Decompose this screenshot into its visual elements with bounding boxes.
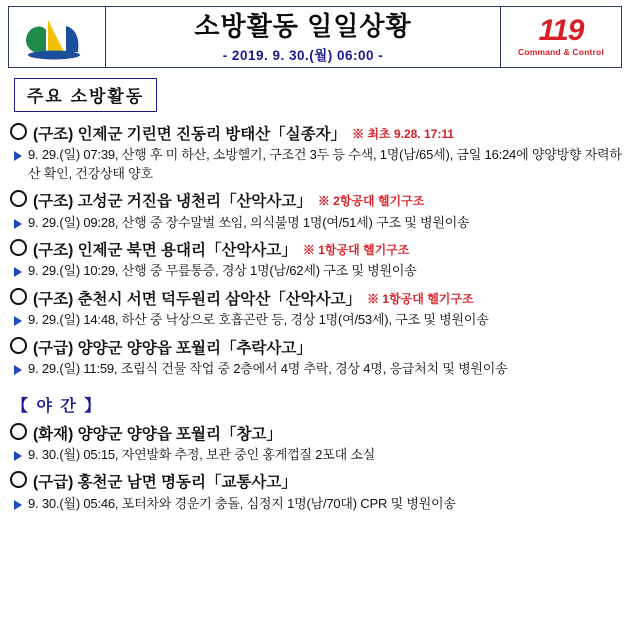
entry-title: (구조) 고성군 거진읍 냉천리「산악사고」 bbox=[33, 193, 312, 211]
entry-note: ※ 1항공대 헬기구조 bbox=[367, 291, 474, 306]
entry-heading bbox=[10, 287, 622, 309]
triangle-bullet-icon bbox=[14, 451, 22, 461]
list-item bbox=[10, 189, 622, 232]
report-date: - 2019. 9. 30.(월) 06:00 - bbox=[222, 47, 384, 63]
entry-description: 9. 29.(일) 09:28, 산행 중 장수말벌 쏘임, 의식불명 1명(여/51세) 구조 및 병원이송 bbox=[28, 214, 470, 230]
entry-description: 9. 29.(일) 14:48, 하산 중 낙상으로 호흡곤란 등, 경상 1명(여/53세), 구조 및 병원이송 bbox=[28, 312, 489, 328]
entry-title: (구급) 홍천군 남면 명동리「교통사고」 bbox=[33, 474, 297, 492]
entry-detail bbox=[10, 262, 622, 280]
entry-description: 9. 29.(일) 07:39, 산행 후 미 하산, 소방헬기, 구조건 3두 등 수색, 1명(남/65세), 금일 16:24에 양양방향 자력하산 확인, 건강상태 양호 bbox=[28, 147, 622, 181]
entry-description: 9. 29.(일) 11:59, 조립식 건물 작업 중 2층에서 4명 추락, 경상 4명, 응급처치 및 병원이송 bbox=[28, 361, 508, 377]
list-item bbox=[10, 238, 622, 281]
badge-subtitle: Command & Control bbox=[517, 46, 605, 57]
circle-bullet-icon bbox=[10, 337, 27, 354]
entry-description: 9. 30.(월) 05:15, 자연발화 추정, 보관 중인 홍게껍질 2포대 소실 bbox=[28, 446, 376, 462]
night-section-heading: 【 야 간 】 bbox=[12, 397, 103, 415]
entry-detail bbox=[10, 214, 622, 232]
entry-detail bbox=[10, 311, 622, 329]
circle-bullet-icon bbox=[10, 288, 27, 305]
entry-heading bbox=[10, 238, 622, 260]
list-item bbox=[10, 122, 622, 183]
logo-cell bbox=[9, 7, 106, 67]
entry-detail bbox=[10, 446, 622, 464]
list-item bbox=[10, 336, 622, 379]
sail-logo-icon bbox=[20, 14, 94, 60]
entry-heading bbox=[10, 336, 622, 358]
badge-119-text: 119 bbox=[538, 14, 584, 48]
document-header bbox=[8, 6, 622, 68]
entry-heading bbox=[10, 122, 622, 144]
entry-title: (구급) 양양군 양양읍 포월리「추락사고」 bbox=[33, 339, 312, 357]
circle-bullet-icon bbox=[10, 123, 27, 140]
circle-bullet-icon bbox=[10, 423, 27, 440]
entry-heading bbox=[10, 470, 622, 492]
entry-description: 9. 29.(일) 10:29, 산행 중 무릎통증, 경상 1명(남/62세) 구조 및 병원이송 bbox=[28, 263, 417, 279]
section-title: 주요 소방활동 bbox=[14, 78, 157, 112]
triangle-bullet-icon bbox=[14, 267, 22, 277]
triangle-bullet-icon bbox=[14, 219, 22, 229]
entry-note: ※ 1항공대 헬기구조 bbox=[302, 243, 410, 258]
entry-title: (화재) 양양군 양양읍 포월리「창고」 bbox=[33, 425, 282, 443]
header-center bbox=[106, 7, 500, 67]
entry-detail bbox=[10, 146, 622, 183]
list-item bbox=[10, 287, 622, 330]
triangle-bullet-icon bbox=[14, 365, 22, 375]
emergency-badge bbox=[500, 7, 621, 67]
list-item bbox=[10, 422, 622, 465]
page-title: 소방활동 일일상황 bbox=[194, 11, 412, 42]
entry-detail bbox=[10, 360, 622, 378]
triangle-bullet-icon bbox=[14, 316, 22, 326]
triangle-bullet-icon bbox=[14, 500, 22, 510]
report-body bbox=[10, 122, 622, 379]
triangle-bullet-icon bbox=[14, 151, 22, 161]
list-item bbox=[10, 470, 622, 513]
night-report-body bbox=[10, 422, 622, 514]
circle-bullet-icon bbox=[10, 471, 27, 488]
circle-bullet-icon bbox=[10, 190, 27, 207]
entry-title: (구조) 춘천시 서면 덕두원리 삼악산「산악사고」 bbox=[33, 290, 362, 308]
circle-bullet-icon bbox=[10, 239, 27, 256]
entry-detail bbox=[10, 495, 622, 513]
entry-title: (구조) 인제군 북면 용대리「산악사고」 bbox=[33, 242, 297, 260]
entry-note: ※ 2항공대 헬기구조 bbox=[317, 194, 425, 209]
entry-heading bbox=[10, 189, 622, 211]
entry-note: ※ 최초 9.28. 17:11 bbox=[352, 127, 454, 141]
entry-description: 9. 30.(월) 05:46, 포터차와 경운기 충돌, 심정지 1명(남/70대) CPR 및 병원이송 bbox=[28, 495, 456, 511]
entry-heading bbox=[10, 422, 622, 444]
entry-title: (구조) 인제군 기린면 진동리 방태산「실종자」 bbox=[33, 126, 347, 143]
